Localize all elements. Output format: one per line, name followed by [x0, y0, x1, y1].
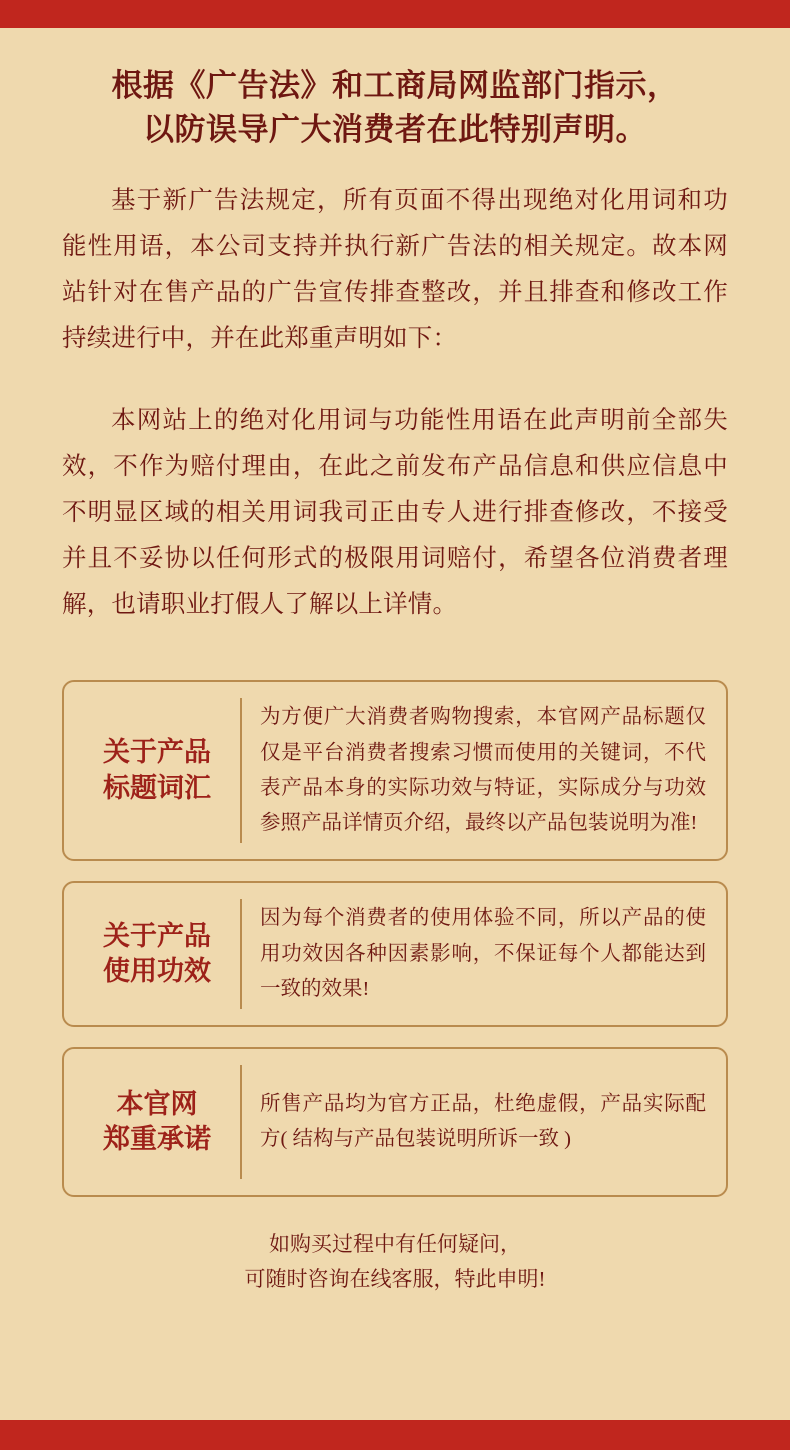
notice-card-product-title — [62, 680, 728, 861]
page-title-line-2: 以防误导广大消费者在此特别声明。 — [143, 112, 647, 148]
notice-card-label — [74, 1065, 242, 1179]
notice-card-label-line-1: 关于产品 — [103, 737, 211, 768]
footer-note-line-2: 可随时咨询在线客服，特此申明! — [244, 1266, 546, 1291]
notice-card-text: 因为每个消费者的使用体验不同，所以产品的使用功效因各种因素影响，不保证每个人都能达到一致的效果! — [260, 907, 706, 1000]
content-inner — [0, 28, 790, 1296]
footer-note — [62, 1227, 728, 1296]
notice-card-official-promise — [62, 1047, 728, 1197]
notice-card-label — [74, 899, 242, 1009]
footer-note-line-1: 如购买过程中有任何疑问， — [269, 1232, 521, 1257]
notice-card-label-line-2: 标题词汇 — [103, 772, 211, 803]
bottom-red-bar — [0, 1420, 790, 1450]
page-title-line-1: 根据《广告法》和工商局网监部门指示， — [111, 68, 679, 103]
page-title — [62, 64, 728, 152]
notice-card-product-effect — [62, 881, 728, 1027]
notice-card-text: 所售产品均为官方正品，杜绝虚假，产品实际配方( 结构与产品包装说明所诉一致 ) — [260, 1092, 706, 1151]
notice-card-label-line-1: 关于产品 — [103, 920, 211, 951]
notice-card-text: 为方便广大消费者购物搜索，本官网产品标题仅仅是平台消费者搜索习惯而使用的关键词，不代表产品本身的实际功效与特证，实际成分与功效参照产品详情页介绍，最终以产品包装说明为准! — [260, 706, 706, 835]
notice-card-list — [62, 680, 728, 1197]
statement-paragraph-2: 本网站上的绝对化用词与功能性用语在此声明前全部失效，不作为赔付理由，在此之前发布产品信息和供应信息中不明显区域的相关用词我司正由专人进行排查修改，不接受并且不妥协以任何形式的极限用词赔付，希望各位消费者理解，也请职业打假人了解以上详情。 — [62, 407, 728, 619]
content-panel — [0, 28, 790, 1420]
notice-card-label-line-2: 使用功效 — [103, 956, 211, 987]
notice-card-label — [74, 698, 242, 843]
statement-paragraph-1: 基于新广告法规定，所有页面不得出现绝对化用词和功能性用语，本公司支持并执行新广告法的相关规定。故本网站针对在售产品的广告宣传排查整改，并且排查和修改工作持续进行中，并在此郑重声明如下： — [62, 187, 728, 353]
notice-card-label-line-1: 本官网 — [116, 1088, 198, 1119]
top-red-bar — [0, 0, 790, 28]
notice-card-label-line-2: 郑重承诺 — [103, 1124, 211, 1155]
